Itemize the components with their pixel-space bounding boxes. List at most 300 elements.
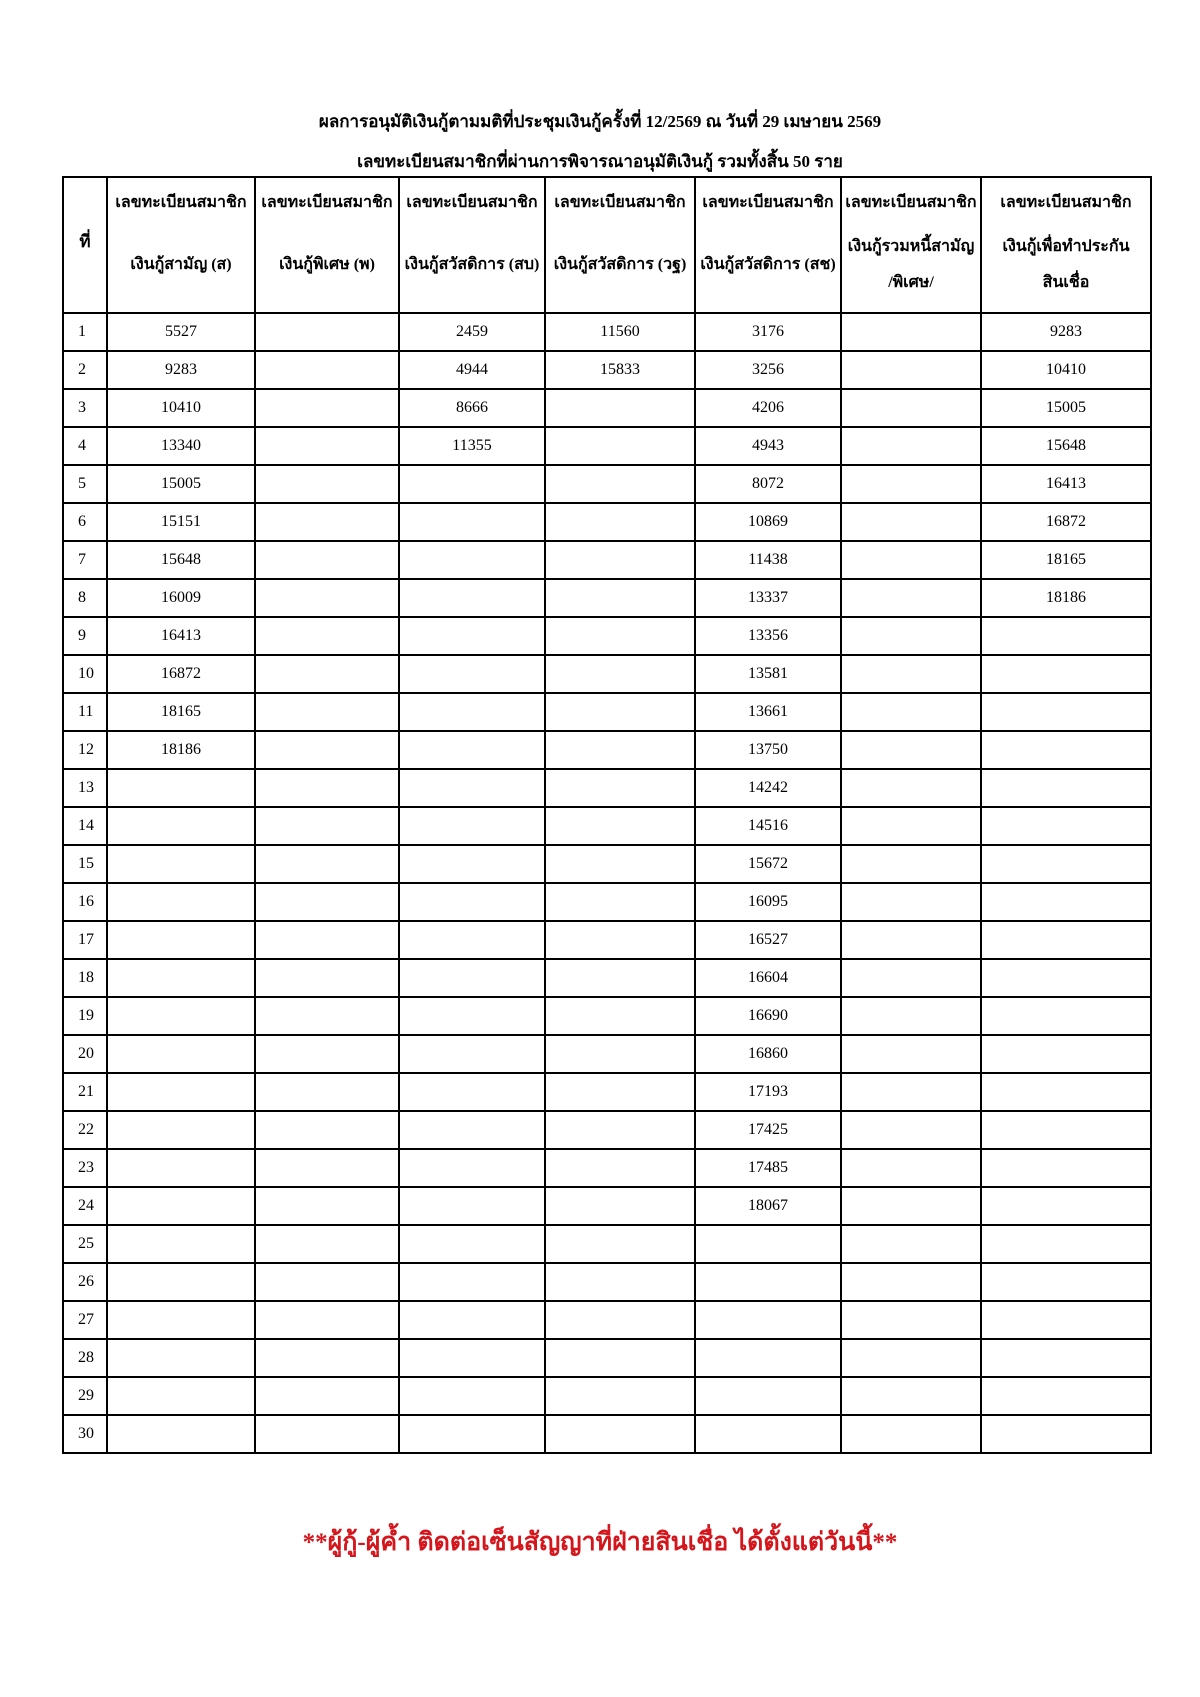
- member-id-cell: [545, 1339, 695, 1377]
- member-id-cell: [107, 1073, 255, 1111]
- member-id-cell: [695, 1415, 841, 1453]
- member-id-cell: [545, 389, 695, 427]
- member-id-cell: [255, 1301, 399, 1339]
- member-id-cell: [255, 959, 399, 997]
- row-number-cell: 3: [63, 389, 107, 427]
- member-id-cell: 10869: [695, 503, 841, 541]
- header-sublabel: เงินกู้รวมหนี้สามัญ: [847, 238, 975, 255]
- member-id-cell: [841, 807, 981, 845]
- member-id-cell: [255, 1263, 399, 1301]
- table-row: [63, 959, 1151, 997]
- member-id-cell: 15005: [981, 389, 1151, 427]
- member-id-cell: [107, 1187, 255, 1225]
- member-id-cell: [981, 1377, 1151, 1415]
- row-number-cell: 28: [63, 1339, 107, 1377]
- member-id-cell: [841, 1073, 981, 1111]
- member-id-cell: [399, 1111, 545, 1149]
- row-number-cell: 30: [63, 1415, 107, 1453]
- table-row: [63, 1111, 1151, 1149]
- member-id-cell: [399, 1149, 545, 1187]
- member-id-cell: [399, 693, 545, 731]
- member-id-cell: [545, 1263, 695, 1301]
- member-id-cell: 13581: [695, 655, 841, 693]
- member-id-cell: 16872: [981, 503, 1151, 541]
- member-id-cell: [399, 617, 545, 655]
- table-row: [63, 617, 1151, 655]
- row-number-cell: 13: [63, 769, 107, 807]
- member-id-cell: 4943: [695, 427, 841, 465]
- member-id-cell: [545, 845, 695, 883]
- member-id-cell: [255, 427, 399, 465]
- member-id-cell: [841, 1149, 981, 1187]
- member-id-cell: [545, 883, 695, 921]
- row-number-cell: 18: [63, 959, 107, 997]
- member-id-cell: [841, 465, 981, 503]
- member-id-cell: [107, 1149, 255, 1187]
- member-id-cell: [399, 731, 545, 769]
- table-row: [63, 1035, 1151, 1073]
- member-id-cell: [981, 921, 1151, 959]
- member-id-cell: [981, 769, 1151, 807]
- approval-table: [62, 176, 1152, 1454]
- table-row: [63, 351, 1151, 389]
- member-id-cell: 15672: [695, 845, 841, 883]
- table-row: [63, 769, 1151, 807]
- member-id-cell: [107, 1301, 255, 1339]
- row-number-cell: 9: [63, 617, 107, 655]
- member-id-cell: [981, 617, 1151, 655]
- header-debt-consolidation-loan: [841, 177, 981, 313]
- member-id-cell: [841, 1415, 981, 1453]
- member-id-cell: [841, 1035, 981, 1073]
- member-id-cell: [399, 1035, 545, 1073]
- member-id-cell: 4206: [695, 389, 841, 427]
- member-id-cell: [841, 1301, 981, 1339]
- member-id-cell: [107, 1415, 255, 1453]
- member-id-cell: [255, 541, 399, 579]
- member-id-cell: [399, 807, 545, 845]
- member-id-cell: [545, 1149, 695, 1187]
- member-id-cell: [545, 541, 695, 579]
- member-id-cell: [255, 1415, 399, 1453]
- member-id-cell: [841, 389, 981, 427]
- member-id-cell: 13661: [695, 693, 841, 731]
- header-welfare-loan-sb: [399, 177, 545, 313]
- member-id-cell: [841, 731, 981, 769]
- member-id-cell: [255, 883, 399, 921]
- member-id-cell: [255, 655, 399, 693]
- member-id-cell: [255, 465, 399, 503]
- member-id-cell: [399, 1073, 545, 1111]
- table-row: [63, 1301, 1151, 1339]
- member-id-cell: [841, 883, 981, 921]
- member-id-cell: [255, 1377, 399, 1415]
- member-id-cell: [255, 1073, 399, 1111]
- member-id-cell: [841, 921, 981, 959]
- member-id-cell: [981, 883, 1151, 921]
- member-id-cell: [255, 617, 399, 655]
- member-id-cell: [981, 1187, 1151, 1225]
- member-id-cell: 14516: [695, 807, 841, 845]
- member-id-cell: [107, 1263, 255, 1301]
- member-id-cell: 16413: [107, 617, 255, 655]
- member-id-cell: [841, 503, 981, 541]
- member-id-cell: [255, 921, 399, 959]
- member-id-cell: [981, 1111, 1151, 1149]
- member-id-cell: 11438: [695, 541, 841, 579]
- table-row: [63, 655, 1151, 693]
- member-id-cell: [399, 1415, 545, 1453]
- member-id-cell: [399, 655, 545, 693]
- member-id-cell: [545, 1073, 695, 1111]
- member-id-cell: [255, 1225, 399, 1263]
- table-row: [63, 807, 1151, 845]
- member-id-cell: 18067: [695, 1187, 841, 1225]
- member-id-cell: [545, 1111, 695, 1149]
- member-id-cell: 13337: [695, 579, 841, 617]
- header-sublabel: เงินกู้สวัสดิการ (วฐ): [553, 256, 687, 273]
- member-id-cell: 18186: [107, 731, 255, 769]
- member-id-cell: [545, 465, 695, 503]
- member-id-cell: 18165: [107, 693, 255, 731]
- member-id-cell: [545, 807, 695, 845]
- table-row: [63, 845, 1151, 883]
- member-id-cell: 15833: [545, 351, 695, 389]
- member-id-cell: [255, 351, 399, 389]
- table-row: [63, 883, 1151, 921]
- member-id-cell: 13356: [695, 617, 841, 655]
- member-id-cell: [399, 1339, 545, 1377]
- member-id-cell: 17193: [695, 1073, 841, 1111]
- table-row: [63, 1377, 1151, 1415]
- member-id-cell: 10410: [981, 351, 1151, 389]
- member-id-cell: 15151: [107, 503, 255, 541]
- row-number-cell: 10: [63, 655, 107, 693]
- member-id-cell: [981, 1339, 1151, 1377]
- table-row: [63, 1073, 1151, 1111]
- member-id-cell: [981, 1225, 1151, 1263]
- member-id-cell: [545, 617, 695, 655]
- member-id-cell: [255, 1111, 399, 1149]
- table-row: [63, 1225, 1151, 1263]
- member-id-cell: [841, 845, 981, 883]
- member-id-cell: [545, 1187, 695, 1225]
- member-id-cell: [841, 351, 981, 389]
- contact-notice: **ผู้กู้-ผู้ค้ำ ติดต่อเซ็นสัญญาที่ฝ่ายสินเชื่อ ได้ตั้งแต่วันนี้**: [302, 1529, 898, 1556]
- header-label: เลขทะเบียนสมาชิก: [406, 194, 538, 211]
- member-id-cell: 9283: [107, 351, 255, 389]
- member-id-cell: [981, 655, 1151, 693]
- member-id-cell: [255, 769, 399, 807]
- table-row: [63, 1263, 1151, 1301]
- member-id-cell: [695, 1339, 841, 1377]
- member-id-cell: [841, 1187, 981, 1225]
- row-number-cell: 26: [63, 1263, 107, 1301]
- member-id-cell: [981, 1073, 1151, 1111]
- member-id-cell: [695, 1377, 841, 1415]
- member-id-cell: [545, 997, 695, 1035]
- member-id-cell: [399, 503, 545, 541]
- row-number-cell: 22: [63, 1111, 107, 1149]
- member-id-cell: [981, 1415, 1151, 1453]
- header-label: เลขทะเบียนสมาชิก: [554, 194, 686, 211]
- member-id-cell: [399, 997, 545, 1035]
- member-id-cell: [107, 959, 255, 997]
- member-id-cell: [255, 693, 399, 731]
- member-id-cell: 16860: [695, 1035, 841, 1073]
- member-id-cell: 16095: [695, 883, 841, 921]
- member-id-cell: [841, 1263, 981, 1301]
- header-general-loan: [107, 177, 255, 313]
- member-id-cell: [981, 845, 1151, 883]
- table-body: [63, 313, 1151, 1453]
- header-sublabel: เงินกู้พิเศษ (พ): [279, 256, 375, 273]
- header-label: เลขทะเบียนสมาชิก: [115, 194, 247, 211]
- member-id-cell: [107, 1339, 255, 1377]
- member-id-cell: [981, 1301, 1151, 1339]
- member-id-cell: [841, 427, 981, 465]
- header-sublabel: เงินกู้สวัสดิการ (สบ): [404, 256, 540, 273]
- header-welfare-loan-sc: [695, 177, 841, 313]
- table-row: [63, 1149, 1151, 1187]
- table-row: [63, 1415, 1151, 1453]
- header-insurance-loan: [981, 177, 1151, 313]
- member-id-cell: 15005: [107, 465, 255, 503]
- table-row: [63, 427, 1151, 465]
- member-id-cell: 16413: [981, 465, 1151, 503]
- table-row: [63, 997, 1151, 1035]
- member-id-cell: [255, 313, 399, 351]
- row-number-cell: 14: [63, 807, 107, 845]
- member-id-cell: [107, 921, 255, 959]
- member-id-cell: [545, 655, 695, 693]
- member-id-cell: 13750: [695, 731, 841, 769]
- member-id-cell: [399, 883, 545, 921]
- member-id-cell: [841, 1339, 981, 1377]
- member-id-cell: [545, 1301, 695, 1339]
- member-id-cell: [981, 693, 1151, 731]
- member-id-cell: 17425: [695, 1111, 841, 1149]
- member-id-cell: [255, 845, 399, 883]
- header-label: เลขทะเบียนสมาชิก: [845, 194, 977, 211]
- member-id-cell: 5527: [107, 313, 255, 351]
- member-id-cell: [841, 313, 981, 351]
- document-subtitle: เลขทะเบียนสมาชิกที่ผ่านการพิจารณาอนุมัติเงินกู้ รวมทั้งสิ้น 50 ราย: [357, 152, 843, 171]
- row-number-cell: 5: [63, 465, 107, 503]
- member-id-cell: 9283: [981, 313, 1151, 351]
- header-index-label: ที่: [79, 232, 91, 251]
- row-number-cell: 1: [63, 313, 107, 351]
- row-number-cell: 17: [63, 921, 107, 959]
- member-id-cell: [399, 921, 545, 959]
- row-number-cell: 2: [63, 351, 107, 389]
- member-id-cell: [981, 959, 1151, 997]
- row-number-cell: 8: [63, 579, 107, 617]
- member-id-cell: [255, 503, 399, 541]
- member-id-cell: [255, 1339, 399, 1377]
- member-id-cell: [981, 997, 1151, 1035]
- row-number-cell: 6: [63, 503, 107, 541]
- row-number-cell: 11: [63, 693, 107, 731]
- table-row: [63, 921, 1151, 959]
- member-id-cell: [255, 997, 399, 1035]
- member-id-cell: [545, 1035, 695, 1073]
- header-index: [63, 177, 107, 313]
- row-number-cell: 7: [63, 541, 107, 579]
- document-title: ผลการอนุมัติเงินกู้ตามมติที่ประชุมเงินกู้ครั้งที่ 12/2569 ณ วันที่ 29 เมษายน 2569: [318, 112, 882, 131]
- member-id-cell: [399, 769, 545, 807]
- row-number-cell: 27: [63, 1301, 107, 1339]
- row-number-cell: 24: [63, 1187, 107, 1225]
- member-id-cell: [981, 731, 1151, 769]
- member-id-cell: [399, 579, 545, 617]
- row-number-cell: 15: [63, 845, 107, 883]
- member-id-cell: [107, 997, 255, 1035]
- table-row: [63, 503, 1151, 541]
- table-header-row: [63, 177, 1151, 313]
- member-id-cell: 18186: [981, 579, 1151, 617]
- member-id-cell: 8072: [695, 465, 841, 503]
- member-id-cell: 10410: [107, 389, 255, 427]
- member-id-cell: 13340: [107, 427, 255, 465]
- table-row: [63, 465, 1151, 503]
- table-row: [63, 731, 1151, 769]
- member-id-cell: [107, 883, 255, 921]
- member-id-cell: [981, 1149, 1151, 1187]
- header-sublabel: เงินกู้เพื่อทำประกัน: [1002, 238, 1130, 255]
- member-id-cell: [107, 1225, 255, 1263]
- row-number-cell: 20: [63, 1035, 107, 1073]
- member-id-cell: [255, 1035, 399, 1073]
- member-id-cell: [545, 503, 695, 541]
- member-id-cell: [841, 997, 981, 1035]
- member-id-cell: [545, 1225, 695, 1263]
- member-id-cell: [841, 769, 981, 807]
- row-number-cell: 12: [63, 731, 107, 769]
- member-id-cell: [255, 807, 399, 845]
- header-special-loan: [255, 177, 399, 313]
- header-label: เลขทะเบียนสมาชิก: [1000, 194, 1132, 211]
- member-id-cell: [399, 1225, 545, 1263]
- header-sublabel-2: สินเชื่อ: [1042, 274, 1090, 291]
- member-id-cell: 16604: [695, 959, 841, 997]
- row-number-cell: 29: [63, 1377, 107, 1415]
- member-id-cell: [545, 921, 695, 959]
- member-id-cell: [695, 1225, 841, 1263]
- member-id-cell: [545, 1377, 695, 1415]
- member-id-cell: [981, 1263, 1151, 1301]
- table-row: [63, 389, 1151, 427]
- row-number-cell: 21: [63, 1073, 107, 1111]
- member-id-cell: [981, 1035, 1151, 1073]
- table-row: [63, 693, 1151, 731]
- member-id-cell: [695, 1301, 841, 1339]
- member-id-cell: 2459: [399, 313, 545, 351]
- header-sublabel-2: /พิเศษ/: [888, 274, 934, 291]
- member-id-cell: [841, 1377, 981, 1415]
- member-id-cell: [545, 769, 695, 807]
- member-id-cell: [399, 1301, 545, 1339]
- member-id-cell: [545, 959, 695, 997]
- member-id-cell: [107, 845, 255, 883]
- member-id-cell: [255, 731, 399, 769]
- member-id-cell: [981, 807, 1151, 845]
- member-id-cell: 8666: [399, 389, 545, 427]
- header-label: เลขทะเบียนสมาชิก: [261, 194, 393, 211]
- member-id-cell: [107, 1377, 255, 1415]
- member-id-cell: [545, 1415, 695, 1453]
- member-id-cell: 16009: [107, 579, 255, 617]
- member-id-cell: [399, 1377, 545, 1415]
- member-id-cell: [107, 769, 255, 807]
- member-id-cell: [399, 1263, 545, 1301]
- row-number-cell: 19: [63, 997, 107, 1035]
- member-id-cell: [841, 1225, 981, 1263]
- member-id-cell: 14242: [695, 769, 841, 807]
- member-id-cell: 3176: [695, 313, 841, 351]
- table-row: [63, 1187, 1151, 1225]
- member-id-cell: [841, 541, 981, 579]
- header-sublabel: เงินกู้สวัสดิการ (สช): [700, 256, 836, 273]
- member-id-cell: 4944: [399, 351, 545, 389]
- member-id-cell: [545, 427, 695, 465]
- table-row: [63, 541, 1151, 579]
- member-id-cell: [399, 959, 545, 997]
- member-id-cell: [841, 959, 981, 997]
- member-id-cell: [255, 579, 399, 617]
- member-id-cell: [107, 807, 255, 845]
- table-row: [63, 1339, 1151, 1377]
- member-id-cell: [399, 1187, 545, 1225]
- member-id-cell: [545, 693, 695, 731]
- member-id-cell: [841, 693, 981, 731]
- member-id-cell: [545, 731, 695, 769]
- header-welfare-loan-wt: [545, 177, 695, 313]
- member-id-cell: [255, 1187, 399, 1225]
- member-id-cell: [107, 1111, 255, 1149]
- member-id-cell: [399, 845, 545, 883]
- member-id-cell: [841, 655, 981, 693]
- member-id-cell: 15648: [107, 541, 255, 579]
- row-number-cell: 23: [63, 1149, 107, 1187]
- member-id-cell: 18165: [981, 541, 1151, 579]
- member-id-cell: [399, 541, 545, 579]
- member-id-cell: 11355: [399, 427, 545, 465]
- member-id-cell: [545, 579, 695, 617]
- row-number-cell: 25: [63, 1225, 107, 1263]
- member-id-cell: [399, 465, 545, 503]
- table-row: [63, 579, 1151, 617]
- member-id-cell: 16527: [695, 921, 841, 959]
- member-id-cell: [255, 389, 399, 427]
- row-number-cell: 16: [63, 883, 107, 921]
- header-sublabel: เงินกู้สามัญ (ส): [130, 256, 232, 273]
- table-row: [63, 313, 1151, 351]
- member-id-cell: 11560: [545, 313, 695, 351]
- member-id-cell: [107, 1035, 255, 1073]
- member-id-cell: [841, 617, 981, 655]
- member-id-cell: 15648: [981, 427, 1151, 465]
- row-number-cell: 4: [63, 427, 107, 465]
- member-id-cell: [695, 1263, 841, 1301]
- member-id-cell: [841, 1111, 981, 1149]
- member-id-cell: [841, 579, 981, 617]
- member-id-cell: 17485: [695, 1149, 841, 1187]
- header-label: เลขทะเบียนสมาชิก: [702, 194, 834, 211]
- member-id-cell: 3256: [695, 351, 841, 389]
- member-id-cell: 16690: [695, 997, 841, 1035]
- member-id-cell: [255, 1149, 399, 1187]
